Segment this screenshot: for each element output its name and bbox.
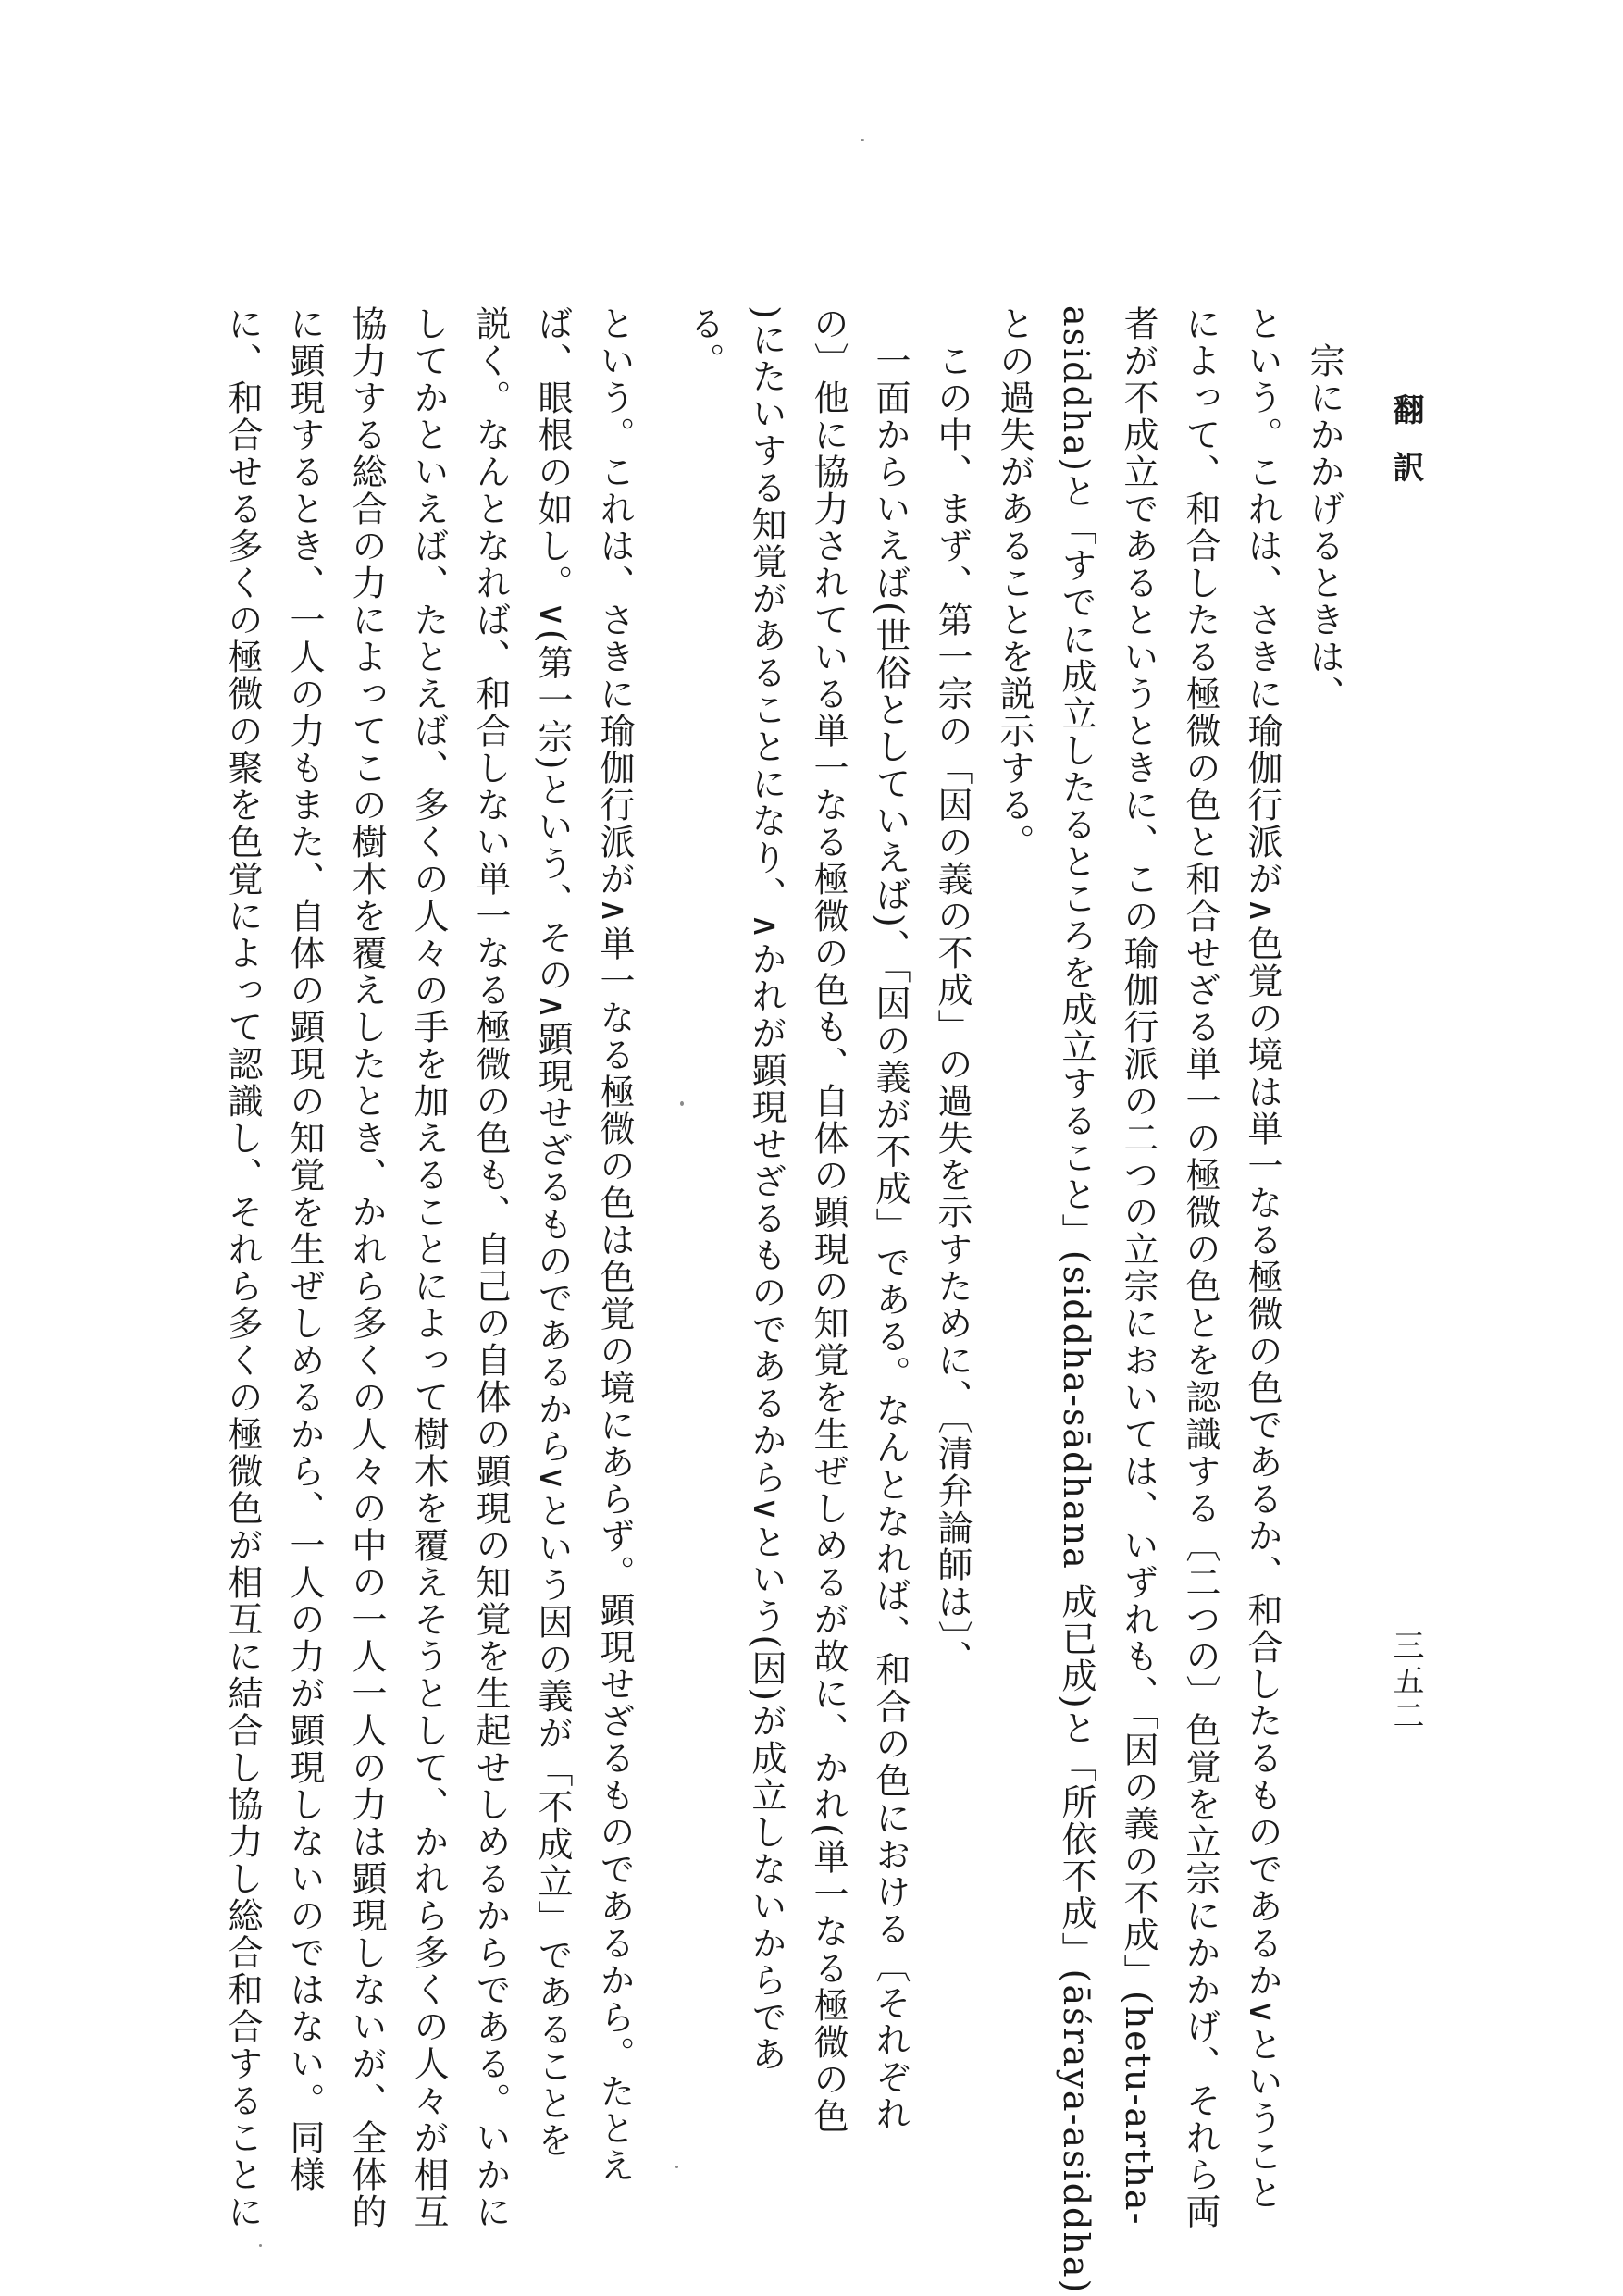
text-line: 者が不成立であるというときに、この瑜伽行派の二つの立宗においては、いずれも、「因の義の不成」(hetu-artha-	[1118, 305, 1158, 2227]
text-line: してかといえば、たとえば、多くの人々の手を加えることによって樹木を覆えそうとして、かれら多くの人々が相互	[408, 305, 449, 2230]
scan-speck	[861, 139, 864, 141]
text-line: に顕現するとき、一人の力もまた、自体の顕現の知覚を生ぜしめるから、一人の力が顕現しないのではない。同様	[284, 305, 325, 2193]
scan-speck	[259, 2244, 262, 2247]
text-line: る。	[684, 305, 725, 379]
vertical-body-text	[211, 305, 1355, 2295]
text-line: )にたいする知覚があることになり、∧かれが顕現せざるものであるから∨という(因)が成立しないからであ	[746, 305, 787, 2074]
paragraph-gap	[645, 305, 673, 2008]
page-number: 三五二	[1387, 1629, 1424, 1734]
scan-speck	[675, 2166, 678, 2168]
text-line: の〕他に協力されている単一なる極微の色も、自体の顕現の知覚を生ぜしめるが故に、かれ(単一なる極微の色	[808, 305, 849, 2135]
text-line: 説く。なんとなれば、和合しない単一なる極微の色も、自己の自体の顕現の知覚を生起せしめるからである。いかに	[470, 305, 511, 2230]
scan-speck	[680, 1101, 684, 1106]
text-line: 宗にかかげるときは、	[1304, 342, 1344, 713]
text-line: asiddha)と「すでに成立したるところを成立すること」(siddha-sādhana 成已成)と「所依不成」(āśraya-asiddha)	[1056, 305, 1096, 2295]
text-line: 一面からいえば(世俗としていえば)、「因の義が不成」である。なんとなれば、和合の色における〔それぞれ	[870, 342, 911, 2133]
running-header-title: 翻訳	[1387, 393, 1424, 508]
text-line: この中、まず、第一宗の「因の義の不成」の過失を示すために、〔清弁論師は〕、	[932, 342, 973, 1677]
text-line: という。これは、さきに瑜伽行派が∧色覚の境は単一なる極微の色であるか、和合したるものであるか∨ということ	[1242, 305, 1282, 2212]
text-line: によって、和合したる極微の色と和合せざる単一の極微の色とを認識する〔二つの〕色覚を立宗にかかげ、それら両	[1180, 305, 1220, 2230]
text-line: という。これは、さきに瑜伽行派が∧単一なる極微の色は色覚の境にあらず。顕現せざるものであるから。たとえ	[594, 305, 635, 2184]
text-line: 協力する総合の力によってこの樹木を覆えしたとき、かれら多くの人々の中の一人一人の力は顕現しないが、全体的	[346, 305, 387, 2230]
text-line: との過失があることを説示する。	[994, 305, 1035, 861]
text-line: に、和合せる多くの極微の聚を色覚によって認識し、それら多くの極微色が相互に結合し協力し総合和合することに	[222, 305, 263, 2230]
text-line: ば、眼根の如し。∨(第一宗)という、その∧顕現せざるものであるから∨という因の義が「不成立」であることを	[532, 305, 573, 2160]
